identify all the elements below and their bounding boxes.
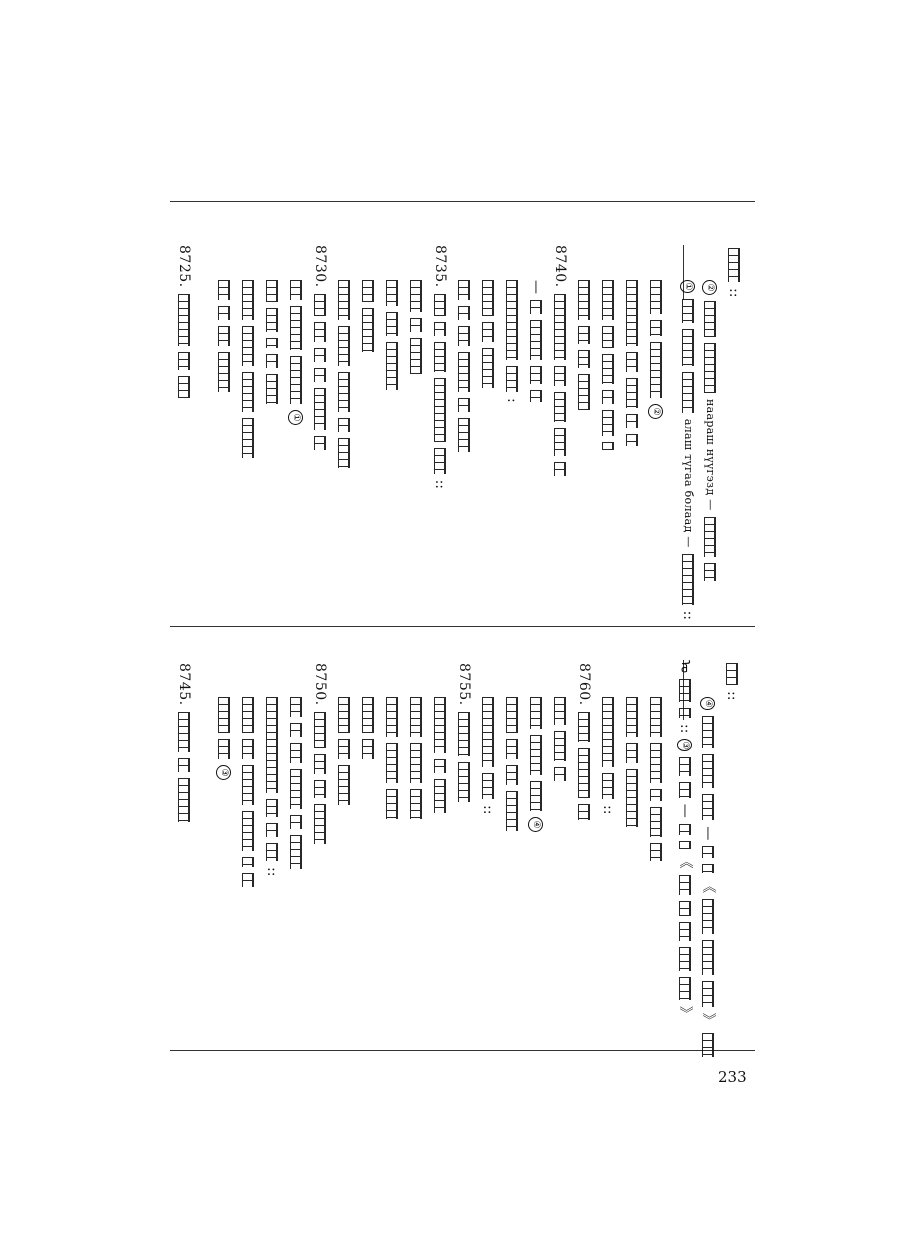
verse-number: 8740. [552, 245, 568, 288]
text-line [428, 697, 452, 897]
text-line [356, 697, 380, 897]
note-1-marker: ① [681, 280, 696, 293]
text-line: ② [644, 280, 668, 480]
verse-number: 8755. [456, 663, 472, 706]
verse-number: 8725. [176, 245, 192, 288]
note-2-cyrillic: наараш нүүгэзд — [704, 399, 717, 511]
footnote-4-line: ④ — 《 》 [696, 697, 720, 1057]
verse-number: 8730. [312, 245, 328, 288]
verse-number: 8745. [176, 663, 192, 706]
text-line [236, 697, 260, 927]
verse-number: 8760. [576, 663, 592, 706]
text-line [404, 697, 428, 897]
verse-line-8745 [172, 663, 196, 863]
note-4-marker: ④ [701, 697, 716, 710]
text-line: ③ [212, 697, 236, 897]
page-number: 233 [718, 1068, 747, 1086]
text-line: :: [596, 697, 620, 897]
text-line: :: [476, 697, 500, 897]
text-line [500, 697, 524, 897]
note-2-marker: ② [703, 280, 718, 295]
note-1-cyrillic: алаш түгаа болаад — [682, 418, 695, 548]
footnote-1-line: ① алаш түгаа болаад — :: [676, 280, 700, 620]
text-line: : [500, 280, 524, 480]
text-line [380, 697, 404, 897]
text-line [620, 697, 644, 897]
footnote-line-b: :: [720, 663, 744, 763]
footnote-line-a: :: [722, 248, 746, 618]
text-line [644, 697, 668, 897]
footnote-3-line: ᠤ :: ③ — 《 》 [677, 660, 693, 1020]
verse-line-8735: 8735. :: [428, 245, 452, 505]
text-line: ④ [524, 697, 548, 897]
verse-number: 8750. [312, 663, 328, 706]
text-line: — [524, 280, 548, 480]
verse-line-8755 [452, 663, 476, 923]
text-line [332, 697, 356, 897]
text-line [548, 697, 572, 897]
text-line [284, 697, 308, 927]
note-3-marker: ③ [678, 739, 693, 751]
verse-number: 8735. [432, 245, 448, 288]
text-line: ① [284, 280, 308, 480]
text-line: :: [260, 697, 284, 927]
verse-line-8750 [308, 663, 332, 923]
verse-line-8760 [572, 663, 596, 923]
